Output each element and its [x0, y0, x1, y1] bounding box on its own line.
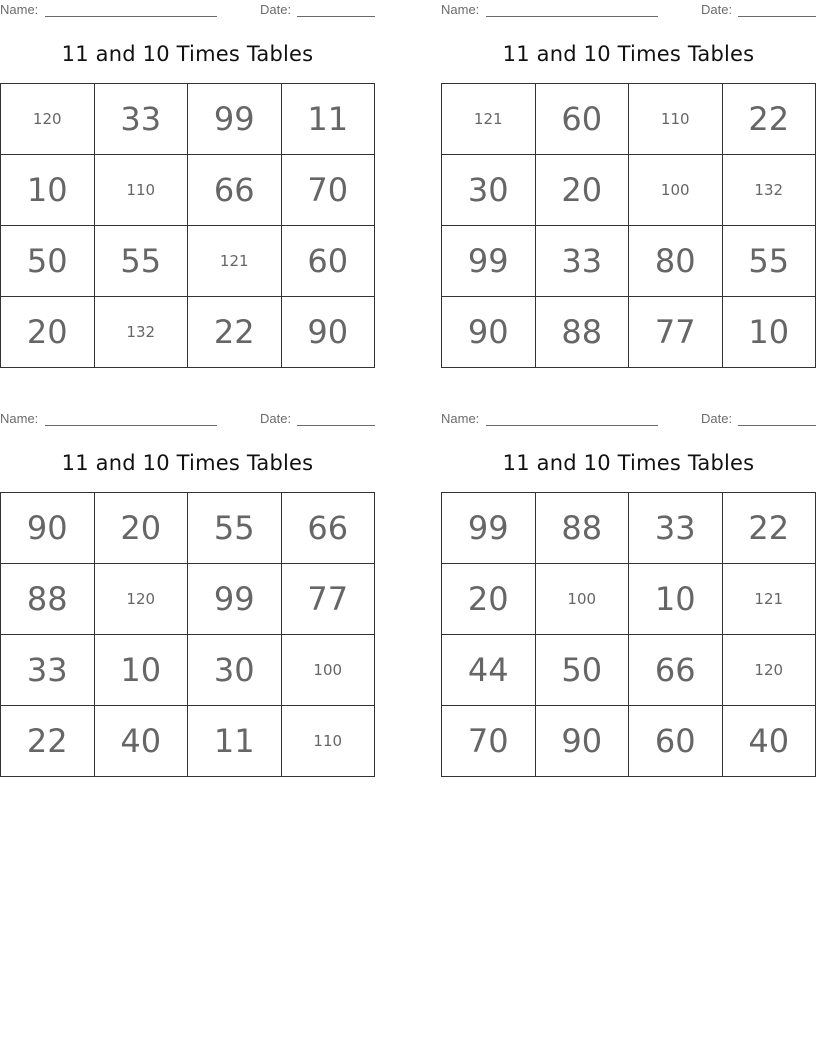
- grid-cell: 20: [94, 493, 188, 564]
- grid-cell: 40: [722, 706, 816, 777]
- grid-cell: 88: [535, 493, 629, 564]
- worksheet-title: 11 and 10 Times Tables: [61, 42, 314, 66]
- grid-cell: 77: [629, 297, 723, 368]
- grid-row: [1, 297, 375, 368]
- name-label: Name:: [0, 2, 39, 17]
- grid-cell: 55: [188, 493, 282, 564]
- grid-cell: 60: [535, 84, 629, 155]
- grid-row: [442, 706, 816, 777]
- grid-cell: 99: [188, 84, 282, 155]
- grid-cell: 121: [188, 226, 282, 297]
- grid-cell: 90: [535, 706, 629, 777]
- date-blank-line: [297, 16, 375, 17]
- name-label: Name:: [441, 2, 480, 17]
- grid-row: [442, 297, 816, 368]
- grid-cell: 121: [442, 84, 536, 155]
- grid-cell: 10: [629, 564, 723, 635]
- grid-row: [442, 493, 816, 564]
- grid-cell: 132: [722, 155, 816, 226]
- grid-cell: 11: [281, 84, 375, 155]
- grid-cell: 33: [1, 635, 95, 706]
- grid-cell: 66: [188, 155, 282, 226]
- worksheet-title: 11 and 10 Times Tables: [502, 451, 755, 475]
- worksheet-card: [0, 409, 375, 784]
- grid-cell: 77: [281, 564, 375, 635]
- name-label: Name:: [441, 411, 480, 426]
- grid-cell: 90: [281, 297, 375, 368]
- grid-cell: 20: [535, 155, 629, 226]
- grid-cell: 22: [1, 706, 95, 777]
- worksheet-title: 11 and 10 Times Tables: [61, 451, 314, 475]
- grid-cell: 30: [442, 155, 536, 226]
- grid-cell: 60: [629, 706, 723, 777]
- worksheet-card: [441, 409, 816, 784]
- grid-cell: 121: [722, 564, 816, 635]
- grid-cell: 80: [629, 226, 723, 297]
- grid-row: [442, 635, 816, 706]
- date-blank-line: [297, 425, 375, 426]
- number-grid: [0, 492, 375, 777]
- name-blank-line: [486, 425, 658, 426]
- grid-cell: 30: [188, 635, 282, 706]
- grid-cell: 66: [629, 635, 723, 706]
- grid-cell: 110: [281, 706, 375, 777]
- grid-cell: 33: [535, 226, 629, 297]
- grid-row: [442, 564, 816, 635]
- grid-cell: 120: [722, 635, 816, 706]
- grid-cell: 120: [1, 84, 95, 155]
- name-date-header: [0, 2, 375, 20]
- worksheet-card: [441, 0, 816, 375]
- grid-cell: 120: [94, 564, 188, 635]
- number-grid: [441, 492, 816, 777]
- grid-cell: 33: [94, 84, 188, 155]
- name-date-header: [441, 411, 816, 429]
- date-blank-line: [738, 425, 816, 426]
- grid-cell: 88: [535, 297, 629, 368]
- grid-cell: 100: [535, 564, 629, 635]
- grid-row: [1, 706, 375, 777]
- grid-cell: 88: [1, 564, 95, 635]
- grid-cell: 70: [442, 706, 536, 777]
- name-label: Name:: [0, 411, 39, 426]
- grid-cell: 20: [1, 297, 95, 368]
- grid-cell: 33: [629, 493, 723, 564]
- grid-cell: 10: [722, 297, 816, 368]
- grid-row: [1, 493, 375, 564]
- grid-cell: 20: [442, 564, 536, 635]
- name-blank-line: [45, 425, 217, 426]
- date-label: Date:: [701, 2, 733, 17]
- date-blank-line: [738, 16, 816, 17]
- name-date-header: [441, 2, 816, 20]
- grid-cell: 40: [94, 706, 188, 777]
- date-label: Date:: [260, 411, 292, 426]
- grid-cell: 22: [722, 493, 816, 564]
- grid-cell: 10: [1, 155, 95, 226]
- grid-cell: 90: [1, 493, 95, 564]
- grid-row: [442, 155, 816, 226]
- grid-cell: 22: [188, 297, 282, 368]
- grid-row: [442, 84, 816, 155]
- grid-row: [1, 635, 375, 706]
- grid-cell: 55: [722, 226, 816, 297]
- worksheet-title: 11 and 10 Times Tables: [502, 42, 755, 66]
- grid-cell: 55: [94, 226, 188, 297]
- grid-cell: 22: [722, 84, 816, 155]
- grid-cell: 44: [442, 635, 536, 706]
- grid-row: [1, 155, 375, 226]
- grid-cell: 70: [281, 155, 375, 226]
- name-date-header: [0, 411, 375, 429]
- grid-row: [1, 84, 375, 155]
- worksheet-card: [0, 0, 375, 375]
- grid-cell: 11: [188, 706, 282, 777]
- grid-row: [1, 564, 375, 635]
- grid-row: [1, 226, 375, 297]
- grid-cell: 110: [629, 84, 723, 155]
- grid-cell: 99: [442, 493, 536, 564]
- grid-cell: 110: [94, 155, 188, 226]
- grid-cell: 10: [94, 635, 188, 706]
- date-label: Date:: [260, 2, 292, 17]
- grid-cell: 99: [188, 564, 282, 635]
- grid-cell: 60: [281, 226, 375, 297]
- date-label: Date:: [701, 411, 733, 426]
- grid-cell: 50: [1, 226, 95, 297]
- grid-cell: 99: [442, 226, 536, 297]
- grid-cell: 100: [281, 635, 375, 706]
- name-blank-line: [45, 16, 217, 17]
- grid-row: [442, 226, 816, 297]
- grid-cell: 50: [535, 635, 629, 706]
- name-blank-line: [486, 16, 658, 17]
- number-grid: [0, 83, 375, 368]
- number-grid: [441, 83, 816, 368]
- grid-cell: 132: [94, 297, 188, 368]
- grid-cell: 90: [442, 297, 536, 368]
- grid-cell: 66: [281, 493, 375, 564]
- grid-cell: 100: [629, 155, 723, 226]
